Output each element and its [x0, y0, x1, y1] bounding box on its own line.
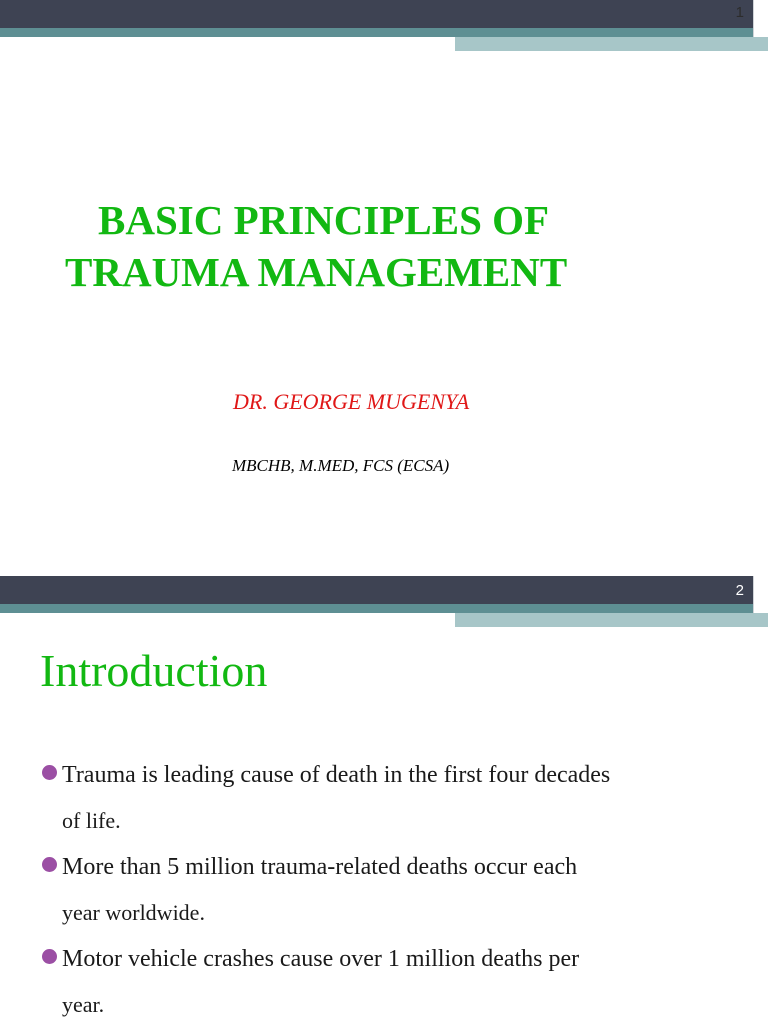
author-credentials: MBCHB, M.MED, FCS (ECSA) — [232, 456, 450, 475]
slide-number: 1 — [735, 4, 744, 21]
slide-title-line-2: TRAUMA MANAGEMENT — [65, 249, 568, 295]
slide-title-line-1: BASIC PRINCIPLES OF — [98, 197, 550, 243]
bullet-item — [40, 936, 740, 1024]
slide-2 — [0, 576, 768, 1024]
bullet-text: Motor vehicle crashes cause over 1 million deaths per — [62, 946, 580, 972]
bullet-item — [40, 844, 740, 936]
header-bar-end — [753, 576, 768, 613]
slide-number: 2 — [735, 582, 744, 599]
bullet-text: More than 5 million trauma-related deaths occur each — [62, 854, 578, 880]
author-name: DR. GEORGE MUGENYA — [233, 389, 470, 414]
bullet-dot-icon — [42, 765, 57, 780]
bullet-text: Trauma is leading cause of death in the first four decades — [62, 762, 611, 788]
bullet-text-continued: of life. — [62, 808, 121, 833]
bullet-text-continued: year worldwide. — [62, 900, 205, 925]
bullet-dot-icon — [42, 949, 57, 964]
header-bar-teal — [0, 28, 768, 37]
header-bar-teal — [0, 604, 768, 613]
bullet-list — [40, 752, 740, 1024]
header-bar-dark — [0, 576, 768, 604]
slide-title: Introduction — [40, 645, 268, 696]
header-bar-light — [455, 613, 768, 627]
header-bar-dark — [0, 0, 768, 28]
slide-title — [30, 194, 670, 298]
bullet-item — [40, 752, 740, 844]
bullet-text-continued: year. — [62, 992, 105, 1017]
bullet-dot-icon — [42, 857, 57, 872]
header-bar-light — [455, 37, 768, 51]
header-bar-end — [753, 0, 768, 37]
